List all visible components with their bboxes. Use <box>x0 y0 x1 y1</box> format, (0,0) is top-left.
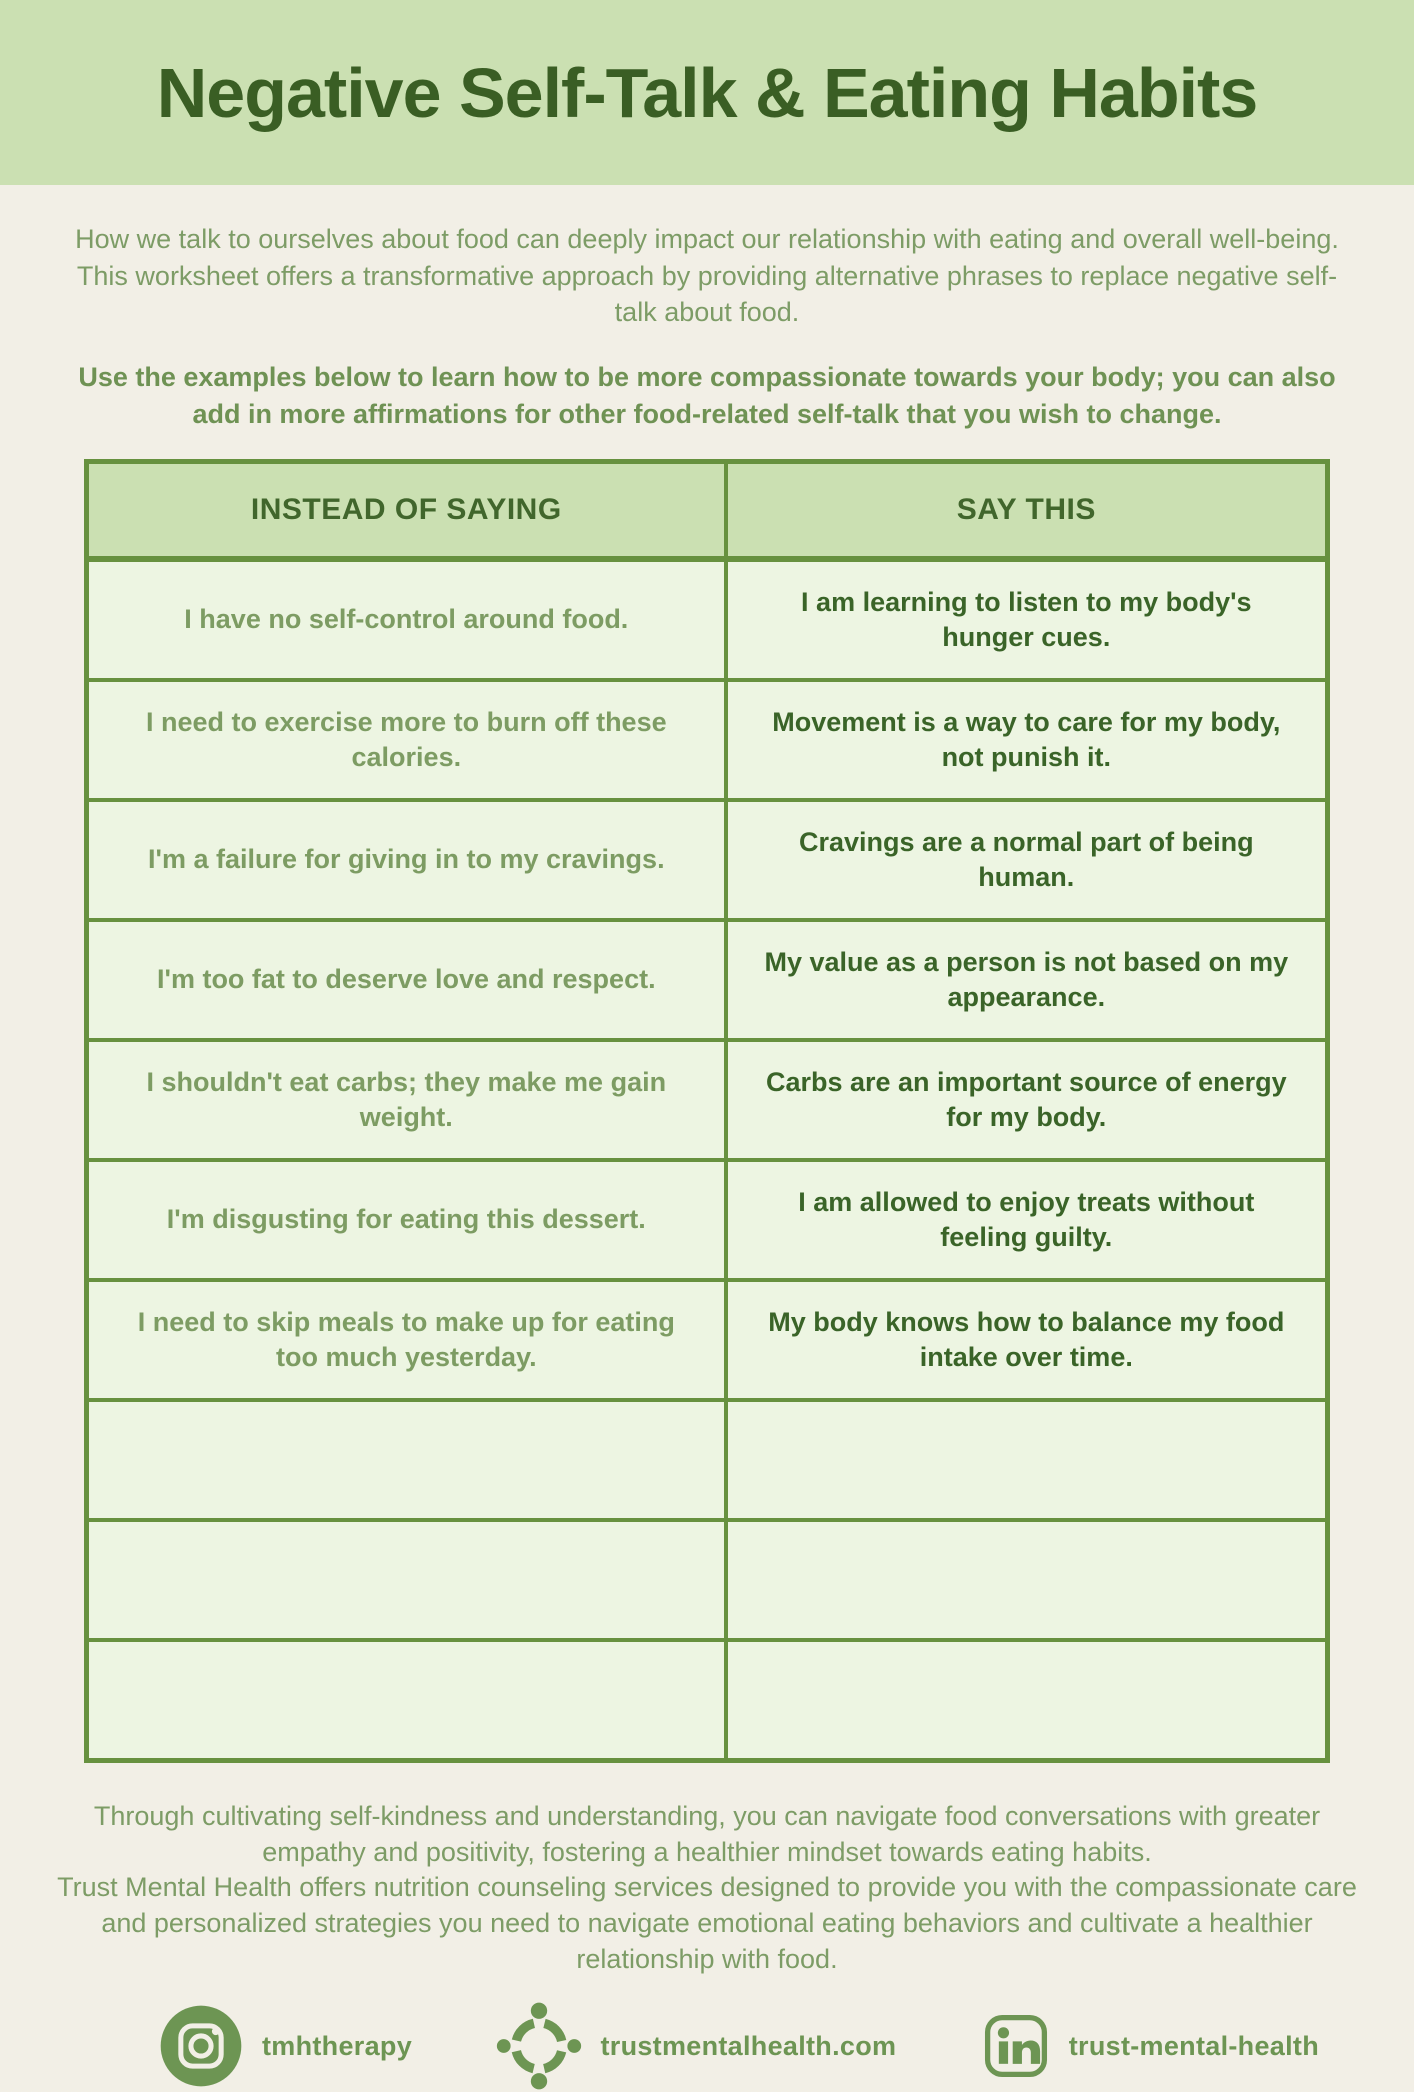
social-links-row <box>0 2000 1414 2092</box>
table-row-empty <box>87 1640 1328 1761</box>
instead-cell: I need to skip meals to make up for eating too much yesterday. <box>87 1280 726 1400</box>
table-body <box>87 559 1328 1761</box>
page-title: Negative Self-Talk & Eating Habits <box>156 53 1258 132</box>
instead-cell: I'm disgusting for eating this dessert. <box>87 1160 726 1280</box>
instagram-handle: tmhtherapy <box>262 2030 413 2061</box>
instagram-icon <box>158 2000 244 2092</box>
instead-cell-empty[interactable] <box>87 1640 726 1761</box>
table-header-row <box>87 461 1328 559</box>
closing-paragraph-2: Trust Mental Health offers nutrition counseling services designed to provide you with the compassionate care and personalized strategies you need to navigate emotional eating behaviors and cultivate a healthier relationship with food. <box>57 1872 1357 1975</box>
table-row <box>87 680 1328 800</box>
table-row <box>87 1160 1328 1280</box>
linkedin-link[interactable] <box>981 2000 1319 2092</box>
say-this-cell: Movement is a way to care for my body, not punish it. <box>726 680 1328 800</box>
table-row <box>87 1040 1328 1160</box>
table-row <box>87 800 1328 920</box>
instead-cell: I need to exercise more to burn off these calories. <box>87 680 726 800</box>
say-this-cell-empty[interactable] <box>726 1640 1328 1761</box>
instead-cell: I have no self-control around food. <box>87 559 726 680</box>
table-row <box>87 559 1328 680</box>
closing-paragraph-1: Through cultivating self-kindness and understanding, you can navigate food conversations with greater empathy and positivity, fostering a healthier mindset towards eating habits. <box>93 1800 1321 1867</box>
say-this-cell: I am learning to listen to my body's hunger cues. <box>726 559 1328 680</box>
say-this-cell: My body knows how to balance my food intake over time. <box>726 1280 1328 1400</box>
say-this-cell-empty[interactable] <box>726 1520 1328 1640</box>
table-row-empty <box>87 1400 1328 1520</box>
table-row <box>87 1280 1328 1400</box>
instead-cell: I shouldn't eat carbs; they make me gain weight. <box>87 1040 726 1160</box>
say-this-cell: My value as a person is not based on my appearance. <box>726 920 1328 1040</box>
intro-paragraph: How we talk to ourselves about food can deeply impact our relationship with eating and overall well-being. This worksheet offers a transformative approach by providing alternative phrases to replace negative self-talk about food. <box>75 224 1339 328</box>
instead-cell-empty[interactable] <box>87 1400 726 1520</box>
table-row <box>87 920 1328 1040</box>
column-header-instead: INSTEAD OF SAYING <box>87 461 726 559</box>
instructions-paragraph: Use the examples below to learn how to be more compassionate towards your body; you can also add in more affirmations for other food-related self-talk that you wish to change. <box>78 362 1336 429</box>
say-this-cell: I am allowed to enjoy treats without feeling guilty. <box>726 1160 1328 1280</box>
column-header-say-this: SAY THIS <box>726 461 1328 559</box>
instead-cell-empty[interactable] <box>87 1520 726 1640</box>
website-url: trustmentalhealth.com <box>600 2030 897 2061</box>
closing-text <box>57 1799 1357 1979</box>
website-link[interactable] <box>496 2000 896 2092</box>
trust-mental-health-logo-icon <box>496 2000 582 2092</box>
say-this-cell: Carbs are an important source of energy for my body. <box>726 1040 1328 1160</box>
self-talk-table <box>84 459 1330 1763</box>
instead-cell: I'm too fat to deserve love and respect. <box>87 920 726 1040</box>
table-header <box>87 461 1328 559</box>
instead-cell: I'm a failure for giving in to my cravings. <box>87 800 726 920</box>
linkedin-icon <box>981 2000 1051 2092</box>
say-this-cell-empty[interactable] <box>726 1400 1328 1520</box>
instagram-link[interactable] <box>158 2000 412 2092</box>
table-row-empty <box>87 1520 1328 1640</box>
linkedin-handle: trust-mental-health <box>1068 2030 1319 2061</box>
header-banner <box>0 0 1414 185</box>
say-this-cell: Cravings are a normal part of being human. <box>726 800 1328 920</box>
